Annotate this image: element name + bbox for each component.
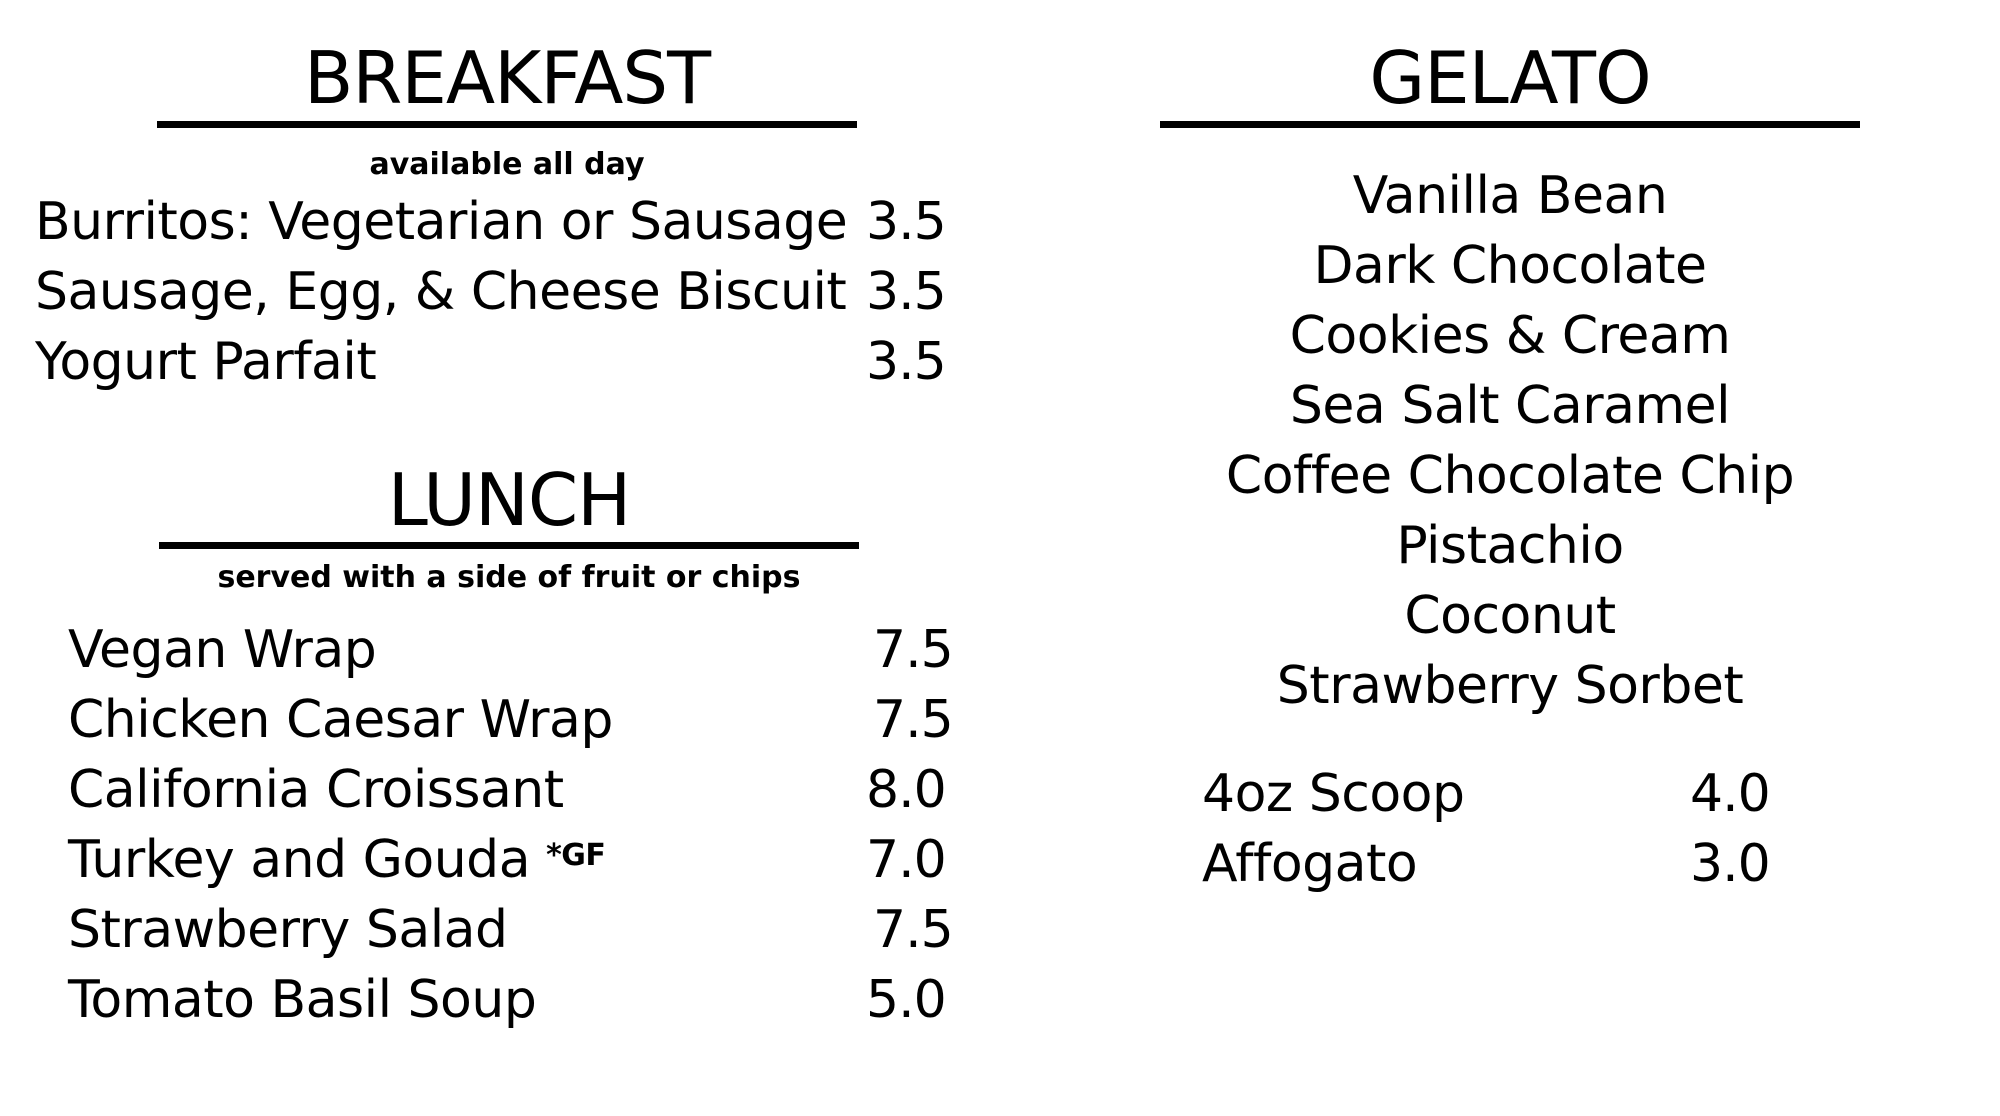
menu-item-name: Burritos: Vegetarian or Sausage <box>35 192 848 252</box>
lunch-underline <box>159 542 859 549</box>
menu-item-name: Strawberry Salad <box>68 900 508 960</box>
breakfast-underline <box>157 121 857 128</box>
gelato-option-name: 4oz Scoop <box>1202 764 1465 824</box>
menu-item-price: 5.0 <box>866 970 946 1030</box>
gelato-underline <box>1160 121 1860 128</box>
menu-item-price: 3.5 <box>866 332 946 392</box>
menu-item-name: Tomato Basil Soup <box>68 970 537 1030</box>
menu-item-price: 7.5 <box>873 900 953 960</box>
gelato-flavor: Dark Chocolate <box>1313 236 1707 296</box>
menu-item-name <box>68 830 606 890</box>
gelato-flavor: Pistachio <box>1396 516 1624 576</box>
menu-item-price: 7.5 <box>873 620 953 680</box>
menu-item-price: 3.5 <box>866 192 946 252</box>
menu-item-name: California Croissant <box>68 760 564 820</box>
menu-item-price: 7.0 <box>866 830 946 890</box>
menu-item-label: Turkey and Gouda <box>68 830 531 890</box>
breakfast-title: BREAKFAST <box>303 36 711 120</box>
menu-item-name: Vegan Wrap <box>68 620 377 680</box>
menu-item-name: Chicken Caesar Wrap <box>68 690 613 750</box>
menu-item-price: 8.0 <box>866 760 946 820</box>
gelato-title: GELATO <box>1369 36 1651 120</box>
gluten-free-tag: *GF <box>546 838 606 873</box>
breakfast-subtitle: available all day <box>369 147 645 182</box>
lunch-title: LUNCH <box>387 458 631 542</box>
gelato-flavor: Coffee Chocolate Chip <box>1225 446 1795 506</box>
menu-item-price: 7.5 <box>873 690 953 750</box>
gelato-flavor: Vanilla Bean <box>1352 166 1668 226</box>
gelato-option-price: 3.0 <box>1690 834 1770 894</box>
gelato-flavor: Cookies & Cream <box>1289 306 1731 366</box>
menu-item-name: Yogurt Parfait <box>35 332 377 392</box>
gelato-option-name: Affogato <box>1202 834 1418 894</box>
menu-item-price: 3.5 <box>866 262 946 322</box>
gelato-flavor: Sea Salt Caramel <box>1289 376 1731 436</box>
gelato-flavor: Strawberry Sorbet <box>1276 656 1744 716</box>
lunch-subtitle: served with a side of fruit or chips <box>217 560 801 595</box>
gelato-flavor: Coconut <box>1404 586 1616 646</box>
menu-item-name: Sausage, Egg, & Cheese Biscuit <box>35 262 847 322</box>
gelato-option-price: 4.0 <box>1690 764 1770 824</box>
